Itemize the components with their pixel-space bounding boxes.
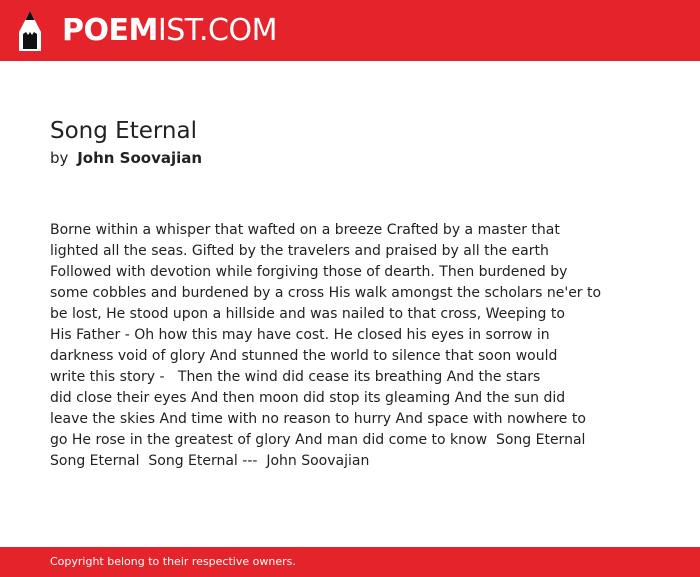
poem-line: be lost, He stood upon a hillside and was nailed to that cross, Weeping to [50, 306, 565, 322]
logo-wordmark [62, 13, 277, 48]
by-label: by [50, 149, 69, 167]
poem-byline [50, 149, 202, 167]
author-link[interactable]: John Soovajian [77, 149, 203, 167]
poem-line: did close their eyes And then moon did stop its gleaming And the sun did [50, 390, 566, 406]
poem-line: His Father - Oh how this may have cost. He closed his eyes in sorrow in [50, 327, 550, 343]
poem-line: some cobbles and burdened by a cross His walk amongst the scholars ne'er to [50, 285, 602, 301]
poem-line: go He rose in the greatest of glory And man did come to know Song Eternal [50, 432, 586, 448]
logo-text-bold: POEM [62, 13, 158, 48]
site-header [0, 0, 700, 61]
copyright-text: Copyright belong to their respective owners. [50, 555, 296, 568]
poem-line: leave the skies And time with no reason to hurry And space with nowhere to [50, 411, 586, 427]
poem-line: Followed with devotion while forgiving those of dearth. Then burdened by [50, 264, 568, 280]
poem-line: Song Eternal Song Eternal --- John Soovajian [50, 453, 370, 469]
site-logo-link[interactable] [18, 10, 277, 52]
poem-line: Borne within a whisper that wafted on a breeze Crafted by a master that [50, 222, 560, 238]
poem-body [50, 220, 610, 472]
poem-title: Song Eternal [50, 118, 197, 144]
pencil-icon [18, 10, 42, 52]
site-footer [0, 547, 700, 577]
poem-line: write this story - Then the wind did cease its breathing And the stars [50, 369, 541, 385]
logo-text-light: IST.COM [157, 13, 277, 48]
poem-line: lighted all the seas. Gifted by the travelers and praised by all the earth [50, 243, 549, 259]
poem-line: darkness void of glory And stunned the world to silence that soon would [50, 348, 558, 364]
